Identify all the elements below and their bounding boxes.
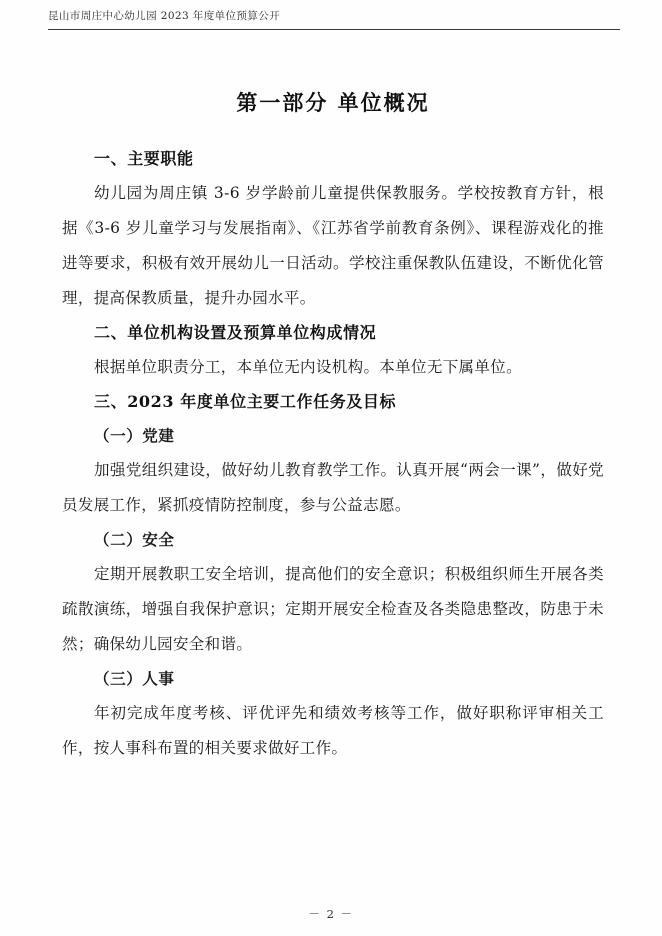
paragraph: 根据单位职责分工，本单位无内设机构。本单位无下属单位。 [94,358,522,376]
header-divider [48,29,620,30]
page-footer [0,903,662,922]
page-title: 第一部分 单位概况 [236,90,430,115]
running-header-title: 昆山市周庄中心幼儿园 2023 年度单位预算公开 [48,10,280,22]
section-heading-2: 二、单位机构设置及预算单位构成情况 [94,323,377,342]
running-header [48,8,620,34]
subsection-heading-personnel: （三）人事 [94,669,175,688]
paragraph: 幼儿园为周庄镇 3-6 岁学龄前儿童提供保教服务。学校按教育方针，根据《3-6 岁儿童学习与发展指南》、《江苏省学前教育条例》、课程游戏化的推进等要求，积极有效开展幼儿一日活动。学校注重保教队伍建设，不断优化管理，提高保教质量，提升办园水平。 [62,184,604,307]
page-number: － 2 － [308,907,354,921]
section-heading-3: 三、2023 年度单位主要工作任务及目标 [94,392,397,411]
document-body [62,86,604,766]
section-heading-1: 一、主要职能 [94,149,194,168]
subsection-heading-party-building: （一）党建 [94,426,175,445]
subsection-heading-safety: （二）安全 [94,530,175,549]
paragraph: 加强党组织建设，做好幼儿教育教学工作。认真开展“两会一课”，做好党员发展工作，紧抓疫情防控制度，参与公益志愿。 [62,461,604,514]
paragraph: 定期开展教职工安全培训，提高他们的安全意识；积极组织师生开展各类疏散演练，增强自我保护意识；定期开展安全检查及各类隐患整改，防患于未然；确保幼儿园安全和谐。 [62,565,604,653]
paragraph: 年初完成年度考核、评优评先和绩效考核等工作，做好职称评审相关工作，按人事科布置的相关要求做好工作。 [62,704,604,757]
